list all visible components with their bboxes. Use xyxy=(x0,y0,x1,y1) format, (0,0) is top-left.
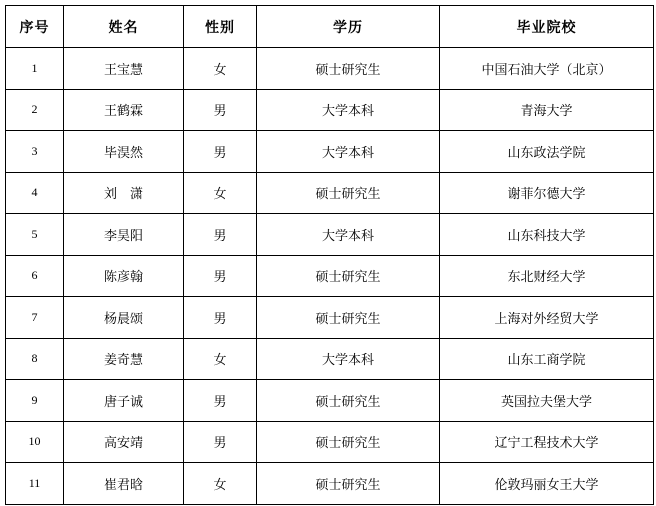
cell-degree: 硕士研究生 xyxy=(257,463,440,505)
cell-school: 山东政法学院 xyxy=(440,131,654,173)
cell-name: 姜奇慧 xyxy=(64,338,184,380)
cell-name: 杨晨颂 xyxy=(64,297,184,339)
cell-school: 谢菲尔德大学 xyxy=(440,172,654,214)
table-row xyxy=(6,463,654,505)
cell-name: 王宝慧 xyxy=(64,48,184,90)
header-cell-gender: 性别 xyxy=(184,6,257,48)
table-row xyxy=(6,380,654,422)
table-row xyxy=(6,172,654,214)
table-row xyxy=(6,421,654,463)
cell-name: 刘 潇 xyxy=(64,172,184,214)
cell-degree: 硕士研究生 xyxy=(257,255,440,297)
cell-school: 上海对外经贸大学 xyxy=(440,297,654,339)
cell-school: 英国拉夫堡大学 xyxy=(440,380,654,422)
cell-name: 唐子诚 xyxy=(64,380,184,422)
cell-index: 4 xyxy=(6,172,64,214)
cell-index: 7 xyxy=(6,297,64,339)
cell-gender: 男 xyxy=(184,297,257,339)
cell-degree: 大学本科 xyxy=(257,131,440,173)
header-cell-school: 毕业院校 xyxy=(440,6,654,48)
cell-degree: 硕士研究生 xyxy=(257,380,440,422)
cell-name: 毕淏然 xyxy=(64,131,184,173)
cell-school: 山东科技大学 xyxy=(440,214,654,256)
table-row xyxy=(6,214,654,256)
header-cell-degree: 学历 xyxy=(257,6,440,48)
cell-index: 11 xyxy=(6,463,64,505)
cell-index: 8 xyxy=(6,338,64,380)
cell-degree: 硕士研究生 xyxy=(257,48,440,90)
table-body xyxy=(6,48,654,505)
cell-name: 李昊阳 xyxy=(64,214,184,256)
table-row xyxy=(6,255,654,297)
cell-gender: 女 xyxy=(184,172,257,214)
cell-degree: 大学本科 xyxy=(257,214,440,256)
cell-name: 陈彦翰 xyxy=(64,255,184,297)
table-row xyxy=(6,131,654,173)
cell-index: 10 xyxy=(6,421,64,463)
cell-school: 辽宁工程技术大学 xyxy=(440,421,654,463)
cell-school: 青海大学 xyxy=(440,89,654,131)
table-row xyxy=(6,48,654,90)
cell-index: 9 xyxy=(6,380,64,422)
graduates-table xyxy=(5,5,654,505)
cell-index: 6 xyxy=(6,255,64,297)
table-row xyxy=(6,89,654,131)
cell-index: 5 xyxy=(6,214,64,256)
cell-name: 王鹤霖 xyxy=(64,89,184,131)
cell-school: 山东工商学院 xyxy=(440,338,654,380)
cell-name: 高安靖 xyxy=(64,421,184,463)
cell-index: 3 xyxy=(6,131,64,173)
cell-degree: 硕士研究生 xyxy=(257,297,440,339)
cell-gender: 男 xyxy=(184,421,257,463)
cell-school: 伦敦玛丽女王大学 xyxy=(440,463,654,505)
header-cell-name: 姓名 xyxy=(64,6,184,48)
cell-degree: 硕士研究生 xyxy=(257,421,440,463)
cell-degree: 硕士研究生 xyxy=(257,172,440,214)
cell-gender: 女 xyxy=(184,338,257,380)
cell-degree: 大学本科 xyxy=(257,89,440,131)
cell-degree: 大学本科 xyxy=(257,338,440,380)
cell-gender: 女 xyxy=(184,48,257,90)
table-row xyxy=(6,338,654,380)
cell-school: 中国石油大学（北京） xyxy=(440,48,654,90)
cell-gender: 男 xyxy=(184,214,257,256)
cell-gender: 男 xyxy=(184,255,257,297)
cell-gender: 男 xyxy=(184,131,257,173)
table-header-row xyxy=(6,6,654,48)
table-row xyxy=(6,297,654,339)
cell-school: 东北财经大学 xyxy=(440,255,654,297)
cell-gender: 女 xyxy=(184,463,257,505)
cell-index: 2 xyxy=(6,89,64,131)
cell-index: 1 xyxy=(6,48,64,90)
header-cell-index: 序号 xyxy=(6,6,64,48)
cell-gender: 男 xyxy=(184,380,257,422)
cell-name: 崔君晗 xyxy=(64,463,184,505)
cell-gender: 男 xyxy=(184,89,257,131)
